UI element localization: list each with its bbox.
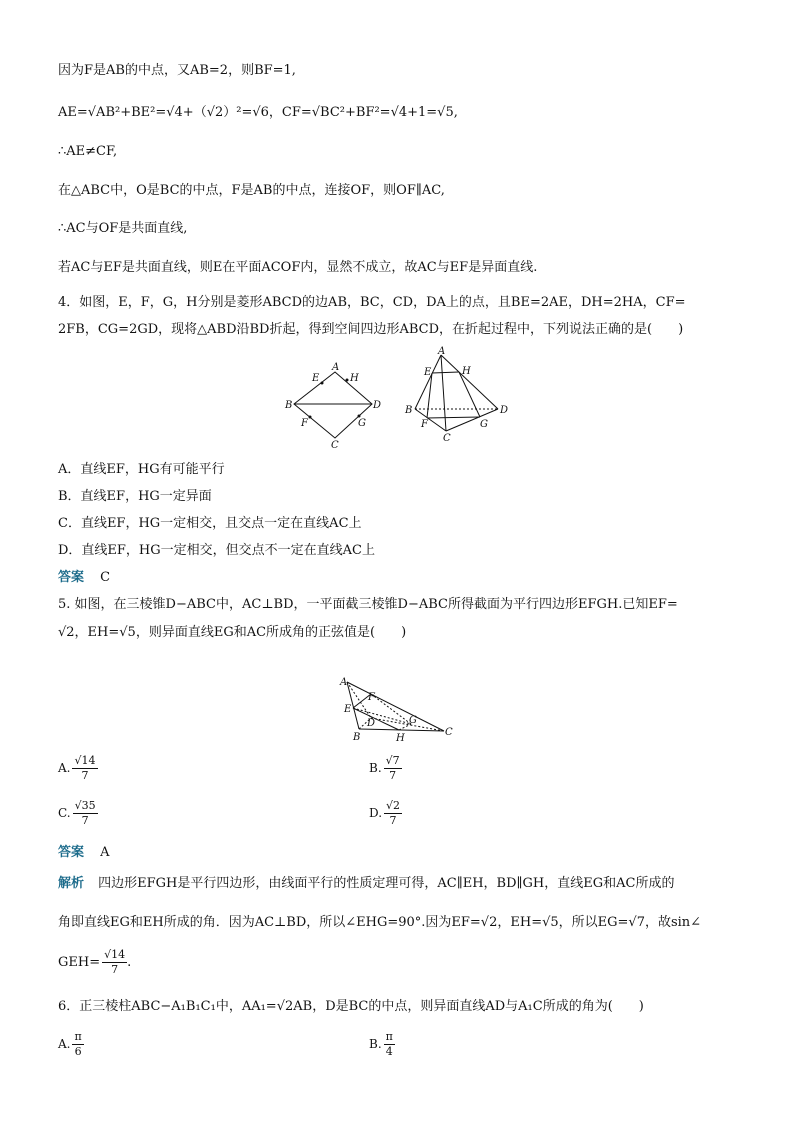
q6-option-a: A. $\frac{\pi}{6}$ bbox=[58, 1030, 82, 1058]
q5-answer bbox=[58, 844, 110, 862]
q5-option-b: B. $\frac{√7}{7}$ bbox=[369, 754, 400, 782]
fig1-label-f: F bbox=[301, 418, 308, 429]
text-line-6: 若AC与EF是共面直线，则E在平面ACOF内，显然不成立，故AC与EF是异面直线. bbox=[58, 260, 538, 275]
q5-analysis-line-2: 角即直线EG和EH所成的角．因为AC⊥BD，所以∠EHG=90°.因为EF=√2，EH=√5，所以EG=√7，故sin∠ bbox=[58, 915, 702, 930]
fig1-label-b: B bbox=[285, 400, 293, 411]
rhombus-figure bbox=[280, 358, 390, 450]
fig2-label-d: D bbox=[500, 405, 509, 416]
text-line-5: ∴AC与OF是共面直线, bbox=[58, 221, 188, 236]
fig3-label-e: E bbox=[344, 704, 352, 715]
fig1-label-g: G bbox=[358, 418, 366, 429]
q4-answer-value: C bbox=[100, 570, 111, 585]
question-5-line-1: 5. 如图，在三棱锥D−ABC中，AC⊥BD，一平面截三棱锥D−ABC所得截面为平行四边形EFGH.已知EF= bbox=[58, 597, 678, 612]
fig2-label-c: C bbox=[443, 433, 451, 444]
q4-option-c: C．直线EF，HG一定相交，且交点一定在直线AC上 bbox=[58, 516, 362, 531]
text-line-4: 在△ABC中，O是BC的中点，F是AB的中点，连接OF，则OF∥AC, bbox=[58, 183, 445, 198]
fig2-label-f: F bbox=[421, 419, 428, 430]
fig3-label-h: H bbox=[396, 733, 405, 744]
fig2-label-h: H bbox=[462, 366, 471, 377]
q5-option-a: A. $\frac{√14}{7}$ bbox=[58, 754, 96, 782]
fig2-label-e: E bbox=[424, 367, 432, 378]
fig3-label-d: D bbox=[367, 718, 376, 729]
fig1-label-c: C bbox=[331, 440, 339, 450]
q4-answer bbox=[58, 569, 110, 587]
q6-option-b: B. $\frac{\pi}{4}$ bbox=[369, 1030, 393, 1058]
q5-analysis-line-1: 解析 四边形EFGH是平行四边形，由线面平行的性质定理可得，AC∥EH，BD∥GH，直线EG和AC所成的 bbox=[58, 876, 675, 891]
q5-analysis-line-3: GEH= $\frac{√14}{7}$ . bbox=[58, 948, 132, 976]
q4-option-b: B．直线EF，HG一定异面 bbox=[58, 489, 212, 504]
q4-option-a: A．直线EF，HG有可能平行 bbox=[58, 462, 225, 477]
pyramid-section-figure bbox=[335, 672, 465, 744]
q5-option-d: D. $\frac{√2}{7}$ bbox=[369, 799, 401, 827]
fig3-label-g: G bbox=[409, 715, 417, 726]
fig3-label-b: B bbox=[353, 732, 361, 743]
q4-option-d: D．直线EF，HG一定相交，但交点不一定在直线AC上 bbox=[58, 543, 375, 558]
fig1-label-a: A bbox=[332, 362, 340, 373]
q5-answer-label: 答案 bbox=[58, 845, 85, 860]
tetrahedron-figure bbox=[400, 345, 520, 445]
fig3-label-f: F bbox=[368, 692, 375, 703]
question-5-line-2: √2，EH=√5，则异面直线EG和AC所成角的正弦值是( ) bbox=[58, 625, 407, 640]
fig2-label-g: G bbox=[480, 419, 488, 430]
fig3-label-a: A bbox=[340, 677, 348, 688]
q4-answer-label: 答案 bbox=[58, 570, 85, 585]
fig2-label-a: A bbox=[438, 346, 446, 357]
question-4-line-1: 4．如图，E，F，G，H分别是菱形ABCD的边AB，BC，CD，DA上的点，且BE=2AE，DH=2HA，CF= bbox=[58, 295, 686, 310]
fig1-label-e: E bbox=[312, 373, 320, 384]
fig3-label-c: C bbox=[445, 727, 453, 738]
text-line-3: ∴AE≠CF, bbox=[58, 144, 118, 159]
text-line-2: AE=√AB²+BE²=√4+（√2）²=√6，CF=√BC²+BF²=√4+1=√5, bbox=[58, 105, 458, 120]
fig1-label-d: D bbox=[373, 400, 382, 411]
q5-analysis-label: 解析 bbox=[58, 876, 85, 891]
text-line-1: 因为F是AB的中点，又AB=2，则BF=1, bbox=[58, 63, 296, 78]
question-4-line-2: 2FB，CG=2GD，现将△ABD沿BD折起，得到空间四边形ABCD，在折起过程中，下列说法正确的是( ) bbox=[58, 322, 684, 337]
fig1-label-h: H bbox=[350, 373, 359, 384]
fig2-label-b: B bbox=[405, 405, 413, 416]
q5-answer-value: A bbox=[100, 845, 110, 860]
q5-option-c: C. $\frac{√35}{7}$ bbox=[58, 799, 96, 827]
question-6-line: 6．正三棱柱ABC−A₁B₁C₁中，AA₁=√2AB，D是BC的中点，则异面直线AD与A₁C所成的角为( ) bbox=[58, 999, 644, 1014]
